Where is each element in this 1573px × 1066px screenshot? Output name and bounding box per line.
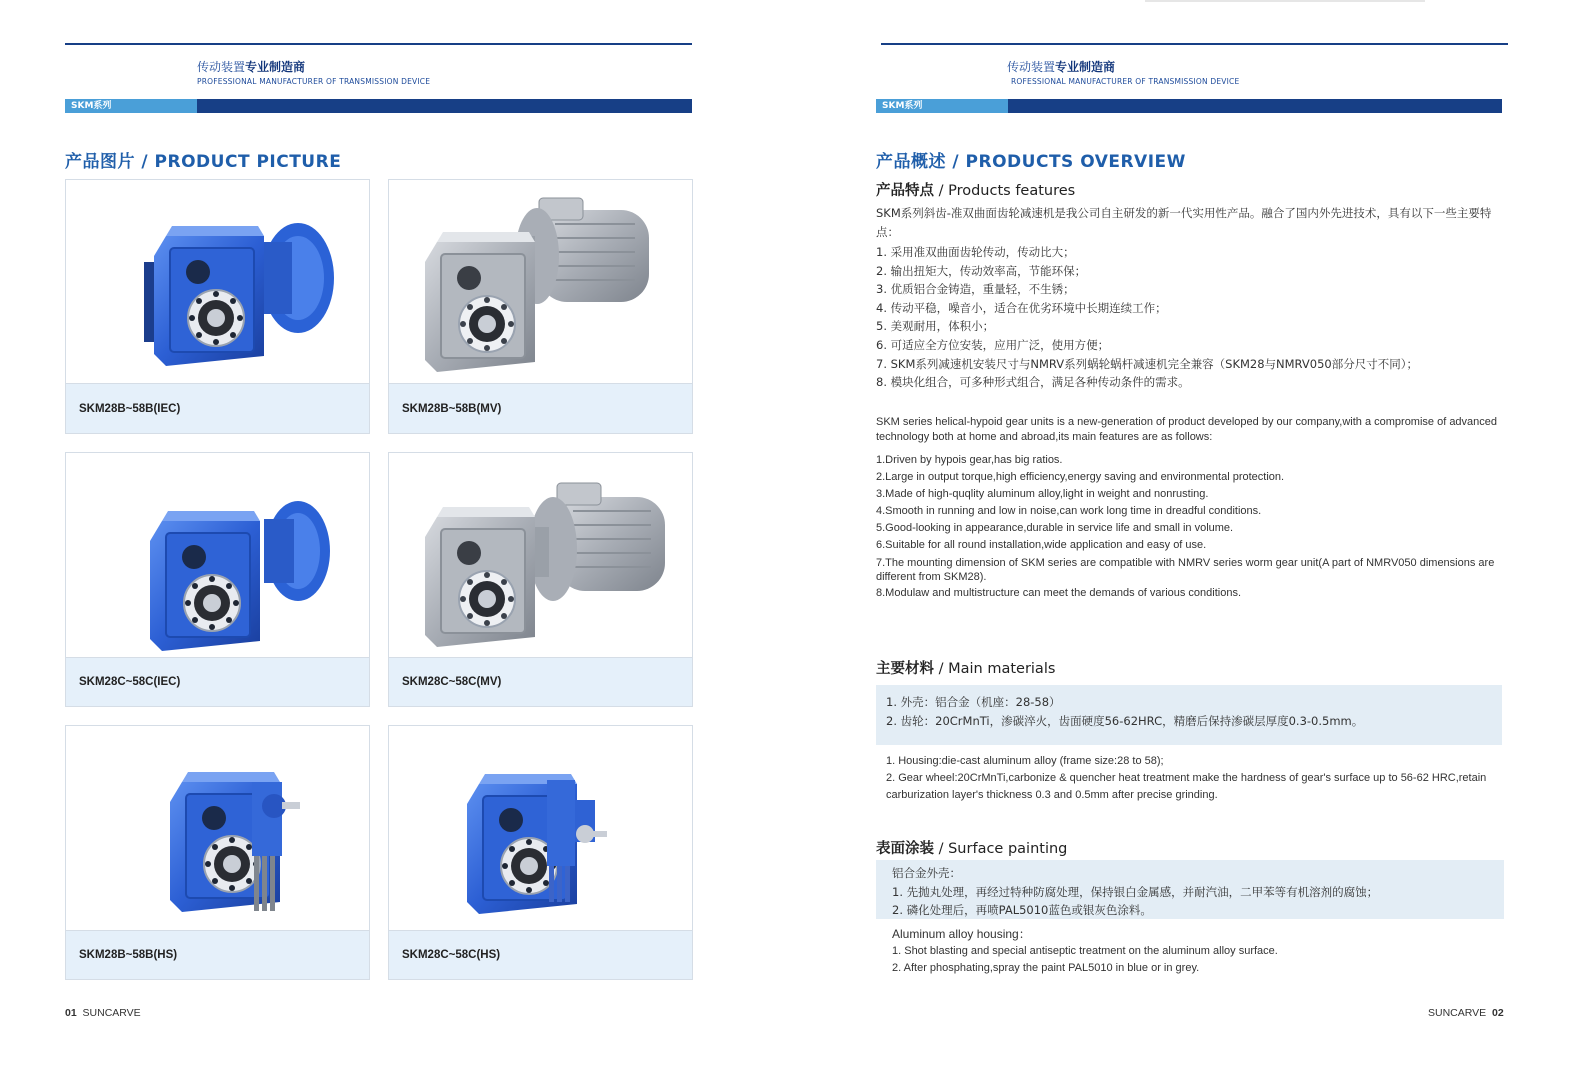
features-intro-cn: SKM系列斜齿-准双曲面齿轮减速机是我公司自主研发的新一代实用性产品。融合了国内外先进技术，具有以下一些主要特 点：	[876, 206, 1492, 239]
list-item: 2. 输出扭矩大，传动效率高，节能环保；	[876, 263, 1087, 278]
footer-brand-left: SUNCARVE	[82, 1007, 141, 1019]
features-list-en	[876, 452, 1504, 602]
series-bar-left	[65, 99, 692, 113]
product-image-gearbox-blue-hs	[389, 726, 692, 932]
list-item: 1. Housing:die-cast aluminum alloy (frame size:28 to 58);	[886, 755, 1164, 767]
materials-panel-cn	[876, 685, 1502, 745]
features-intro-en: SKM series helical-hypoid gear units is a new-generation of product developed by our company,with a compromise of advanced technology both at home and abroad,its main features are as follows:	[876, 416, 1498, 443]
features-heading: 产品特点 / Products features	[876, 183, 1076, 199]
brand-tagline-cn-left: 传动装置专业制造商	[197, 60, 306, 74]
footer-brand-right: SUNCARVE	[1428, 1007, 1487, 1019]
list-item: 4.Smooth in running and low in noise,can work long time in dreadful conditions.	[876, 505, 1262, 517]
page-number-right: 02	[1492, 1007, 1504, 1019]
series-tag-left: SKM系列	[65, 99, 197, 113]
list-item: 7. SKM系列减速机安装尺寸与NMRV系列蜗轮蜗杆减速机完全兼容（SKM28与NMRV050部分尺寸不同）；	[876, 356, 1418, 371]
product-image-gearbox-blue-iec	[66, 180, 369, 385]
painting-panel-cn	[876, 860, 1504, 919]
product-caption-2: SKM28B~58B(MV)	[389, 383, 692, 433]
page-tab-shadow	[1145, 0, 1425, 2]
product-card-1	[65, 179, 370, 434]
list-item: 2.Large in output torque,high efficiency,energy saving and environmental protection.	[876, 471, 1285, 483]
section-title-products-overview: 产品概述 / PRODUCTS OVERVIEW	[876, 152, 1186, 172]
product-image-gearbox-blue-iec	[66, 453, 369, 659]
product-caption-6: SKM28C~58C(HS)	[389, 930, 692, 979]
list-item: 8. 模块化组合，可多种形式组合，满足各种传动条件的需求。	[876, 375, 1190, 390]
list-item: 5.Good-looking in appearance,durable in service life and small in volume.	[876, 522, 1234, 534]
product-caption-5: SKM28B~58B(HS)	[66, 930, 369, 979]
list-item: 1. Shot blasting and special antiseptic treatment on the aluminum alloy surface.	[892, 945, 1278, 957]
list-item: 2. Gear wheel:20CrMnTi,carbonize & quencher heat treatment make the hardness of gear's surface up to 56-62 HRC,retain carburization layer's thickness 0.3 and 0.5mm after precise grinding.	[886, 772, 1487, 801]
list-item: 2. After phosphating,spray the paint PAL5010 in blue or in grey.	[892, 962, 1200, 974]
product-caption-3: SKM28C~58C(IEC)	[66, 657, 369, 706]
list-item: 7.The mounting dimension of SKM series are compatible with NMRV series worm gear unit(A part of NMRV050 dimensions are different from SKM28).	[876, 557, 1495, 583]
list-item: 6.Suitable for all round installation,wide application and easy of use.	[876, 539, 1207, 551]
product-card-6	[388, 725, 693, 980]
materials-list-en	[886, 753, 1504, 804]
list-item: 1. 采用准双曲面齿轮传动，传动比大；	[876, 245, 1075, 259]
painting-list-en	[892, 926, 1504, 977]
list-item: 2. 齿轮：20CrMnTi，渗碳淬火，齿面硬度56-62HRC，精磨后保持渗碳层厚度0.3-0.5mm。	[886, 713, 1364, 728]
product-card-2	[388, 179, 693, 434]
page-number-left: 01	[65, 1007, 77, 1019]
list-item: 2. 磷化处理后，再喷PAL5010蓝色或银灰色涂料。	[892, 903, 1152, 918]
product-image-gearbox-blue-hs	[66, 726, 369, 932]
product-card-5	[65, 725, 370, 980]
list-item: 3. 优质铝合金铸造，重量轻，不生锈；	[876, 282, 1075, 297]
list-item: 1. 外壳：铝合金（机座：28-58）	[886, 695, 1061, 709]
series-bar-right	[876, 99, 1502, 113]
footer-right	[1428, 1007, 1504, 1019]
list-item: 6. 可适应全方位安装，应用广泛，使用方便；	[876, 337, 1110, 352]
painting-sub-en: Aluminum alloy housing：	[892, 927, 1031, 941]
list-item: 3.Made of high-quqlity aluminum alloy,light in weight and nonrusting.	[876, 488, 1209, 500]
product-caption-4: SKM28C~58C(MV)	[389, 657, 692, 706]
painting-heading: 表面涂装 / Surface painting	[876, 841, 1068, 857]
list-item: 1. 先抛丸处理，再经过特种防腐处理，保持银白金属感，并耐汽油，二甲苯等有机溶剂的腐蚀；	[892, 884, 1379, 899]
product-image-gearbox-grey-mv	[389, 180, 692, 385]
header-rule-left	[65, 43, 692, 45]
header-rule-right	[881, 43, 1508, 45]
list-item: 8.Modulaw and multistructure can meet the demands of various conditions.	[876, 587, 1242, 599]
brand-tagline-en-right: ROFESSIONAL MANUFACTURER OF TRANSMISSION DEVICE	[1011, 77, 1240, 86]
painting-sub-cn: 铝合金外壳：	[892, 866, 961, 880]
features-list-cn	[876, 243, 1418, 392]
section-title-product-picture: 产品图片 / PRODUCT PICTURE	[65, 152, 342, 172]
footer-left	[65, 1007, 141, 1019]
product-image-gearbox-grey-mv	[389, 453, 692, 659]
list-item: 1.Driven by hypois gear,has big ratios.	[876, 454, 1063, 466]
list-item: 4. 传动平稳，噪音小，适合在优劣环境中长期连续工作；	[876, 300, 1167, 315]
brand-tagline-en-left: PROFESSIONAL MANUFACTURER OF TRANSMISSION DEVICE	[197, 77, 431, 86]
brand-tagline-cn-right: 传动装置专业制造商	[1007, 60, 1116, 74]
list-item: 5. 美观耐用，体积小；	[876, 319, 995, 334]
series-tag-right: SKM系列	[876, 99, 1008, 113]
product-card-3	[65, 452, 370, 707]
product-card-4	[388, 452, 693, 707]
product-caption-1: SKM28B~58B(IEC)	[66, 383, 369, 433]
materials-heading: 主要材料 / Main materials	[876, 661, 1056, 677]
